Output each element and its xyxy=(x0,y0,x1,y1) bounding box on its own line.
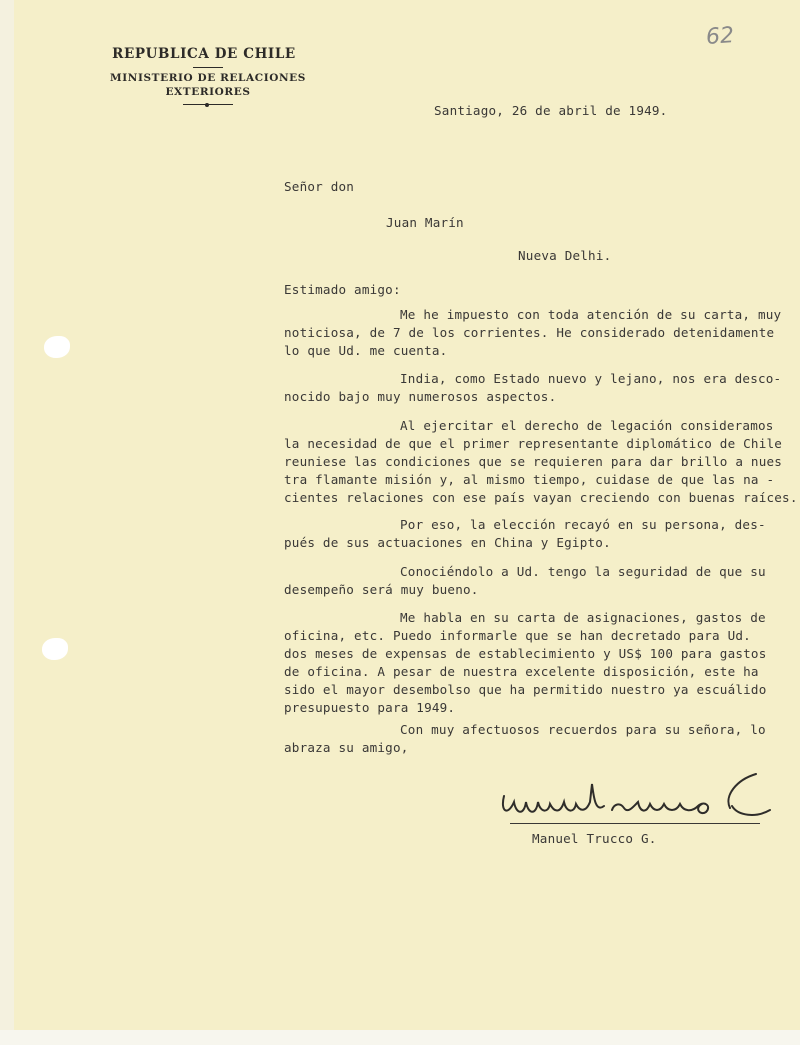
letter-page xyxy=(14,0,800,1030)
letterhead xyxy=(108,46,308,105)
body-line: nocido bajo muy numerosos aspectos. xyxy=(284,389,557,404)
body-line: de oficina. A pesar de nuestra excelente disposición, este ha xyxy=(284,664,759,679)
greeting: Estimado amigo: xyxy=(284,282,401,297)
body-line: oficina, etc. Puedo informarle que se han decretado para Ud. xyxy=(284,628,751,643)
body-line: Con muy afectuosos recuerdos para su señora, lo xyxy=(400,722,766,737)
body-line: Conociéndolo a Ud. tengo la seguridad de que su xyxy=(400,564,766,579)
recipient-city: Nueva Delhi. xyxy=(518,248,612,263)
body-line: cientes relaciones con ese país vayan creciendo con buenas raíces. xyxy=(284,490,798,505)
body-line: abraza su amigo, xyxy=(284,740,409,755)
body-line: reuniese las condiciones que se requieren para dar brillo a nues xyxy=(284,454,783,469)
folio-number: 62 xyxy=(705,23,735,50)
body-line: pués de sus actuaciones en China y Egipto. xyxy=(284,535,611,550)
body-line: la necesidad de que el primer representante diplomático de Chile xyxy=(284,436,783,451)
body-line: Me habla en su carta de asignaciones, gastos de xyxy=(400,610,766,625)
body-line: dos meses de expensas de establecimiento y US$ 100 para gastos xyxy=(284,646,767,661)
body-line: desempeño será muy bueno. xyxy=(284,582,479,597)
body-line: Por eso, la elección recayó en su persona, des- xyxy=(400,517,766,532)
body-line: noticiosa, de 7 de los corrientes. He considerado detenidamente xyxy=(284,325,775,340)
salutation-title: Señor don xyxy=(284,179,355,194)
body-line: Al ejercitar el derecho de legación consideramos xyxy=(400,418,774,433)
letterhead-ministry-line1: MINISTERIO DE RELACIONES xyxy=(110,72,306,84)
signatory-name: Manuel Trucco G. xyxy=(532,831,657,846)
scan-margin xyxy=(0,1030,800,1045)
letterhead-ornament xyxy=(183,104,233,105)
letterhead-ministry-line2: EXTERIORES xyxy=(165,86,251,98)
recipient-name: Juan Marín xyxy=(386,215,464,230)
body-line: sido el mayor desembolso que ha permitido nuestro ya escuálido xyxy=(284,682,767,697)
body-line: tra flamante misión y, al mismo tiempo, cuidase de que las na - xyxy=(284,472,775,487)
letterhead-country: REPUBLICA DE CHILE xyxy=(112,46,296,62)
signature-line xyxy=(510,823,760,824)
punch-hole xyxy=(42,638,68,660)
date-line: Santiago, 26 de abril de 1949. xyxy=(434,103,668,118)
punch-hole xyxy=(44,336,70,358)
body-line: lo que Ud. me cuenta. xyxy=(284,343,448,358)
body-line: Me he impuesto con toda atención de su carta, muy xyxy=(400,307,782,322)
handwritten-signature xyxy=(494,766,784,836)
body-line: presupuesto para 1949. xyxy=(284,700,456,715)
letterhead-divider xyxy=(193,67,223,68)
body-line: India, como Estado nuevo y lejano, nos era desco- xyxy=(400,371,782,386)
